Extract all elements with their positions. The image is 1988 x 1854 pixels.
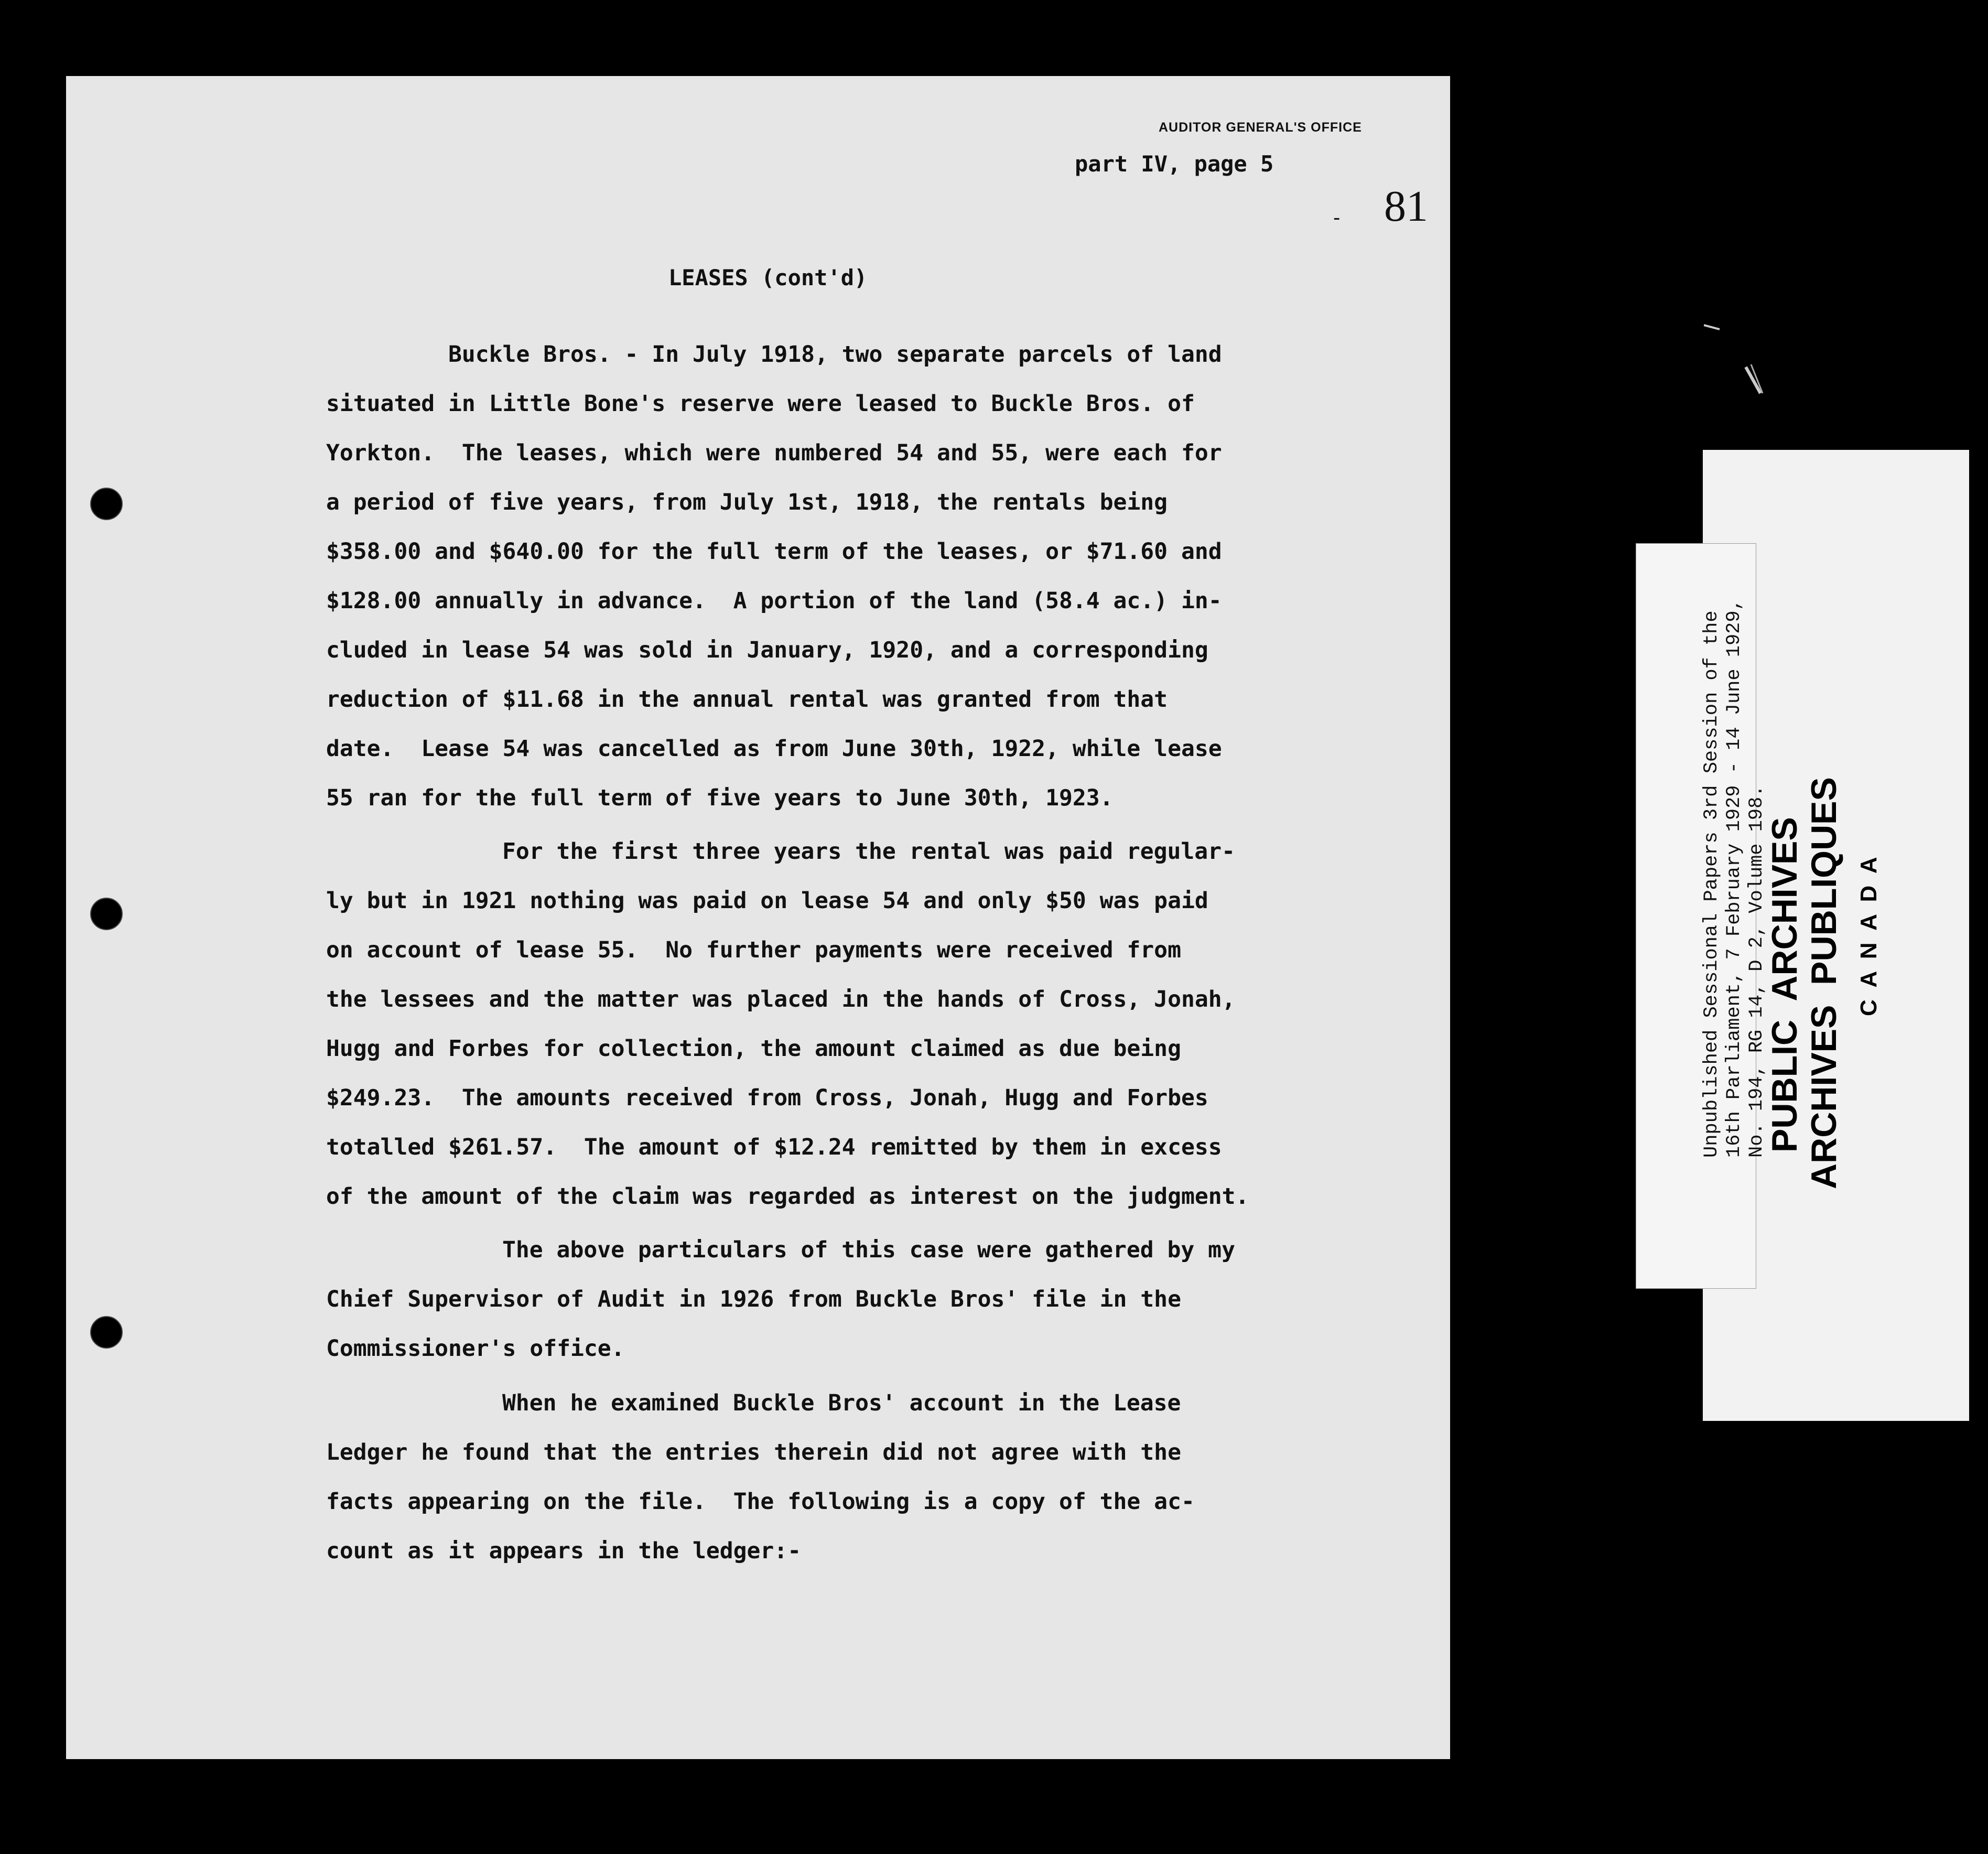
body-line: situated in Little Bone's reserve were leased to Buckle Bros. of [326,391,1195,417]
office-header: AUDITOR GENERAL'S OFFICE [1159,120,1362,135]
body-line: cluded in lease 54 was sold in January, 1920, and a corresponding [326,637,1208,663]
body-line: Hugg and Forbes for collection, the amount claimed as due being [326,1036,1181,1062]
binder-hole [90,488,123,520]
body-line: ly but in 1921 nothing was paid on lease 54 and only $50 was paid [326,888,1208,914]
section-heading: LEASES (cont'd) [668,265,868,290]
archives-stamp [1636,450,1908,1394]
slip-line: 16th Parliament, 7 February 1929 - 14 June 1929, [1723,599,1745,1158]
body-line: $358.00 and $640.00 for the full term of the leases, or $71.60 and [326,538,1222,565]
archives-line-public: PUBLIC ARCHIVES [1765,817,1805,1152]
part-page-reference: part IV, page 5 [1075,151,1274,177]
body-line: of the amount of the claim was regarded as interest on the judgment. [326,1183,1249,1210]
body-line: 55 ran for the full term of five years to June 30th, 1923. [326,785,1114,811]
scan-marks [1704,315,1767,419]
body-line: Ledger he found that the entries therein did not agree with the [326,1439,1181,1465]
body-line: facts appearing on the file. The following is a copy of the ac- [326,1489,1195,1515]
body-line: on account of lease 55. No further payments were received from [326,937,1181,963]
folio-number: 81 [1384,182,1428,231]
body-line: $128.00 annually in advance. A portion of the land (58.4 ac.) in- [326,588,1222,614]
body-line: $249.23. The amounts received from Cross, Jonah, Hugg and Forbes [326,1085,1208,1111]
body-line: the lessees and the matter was placed in the hands of Cross, Jonah, [326,986,1236,1012]
reference-slip-text [1701,599,1768,1158]
body-line: Yorkton. The leases, which were numbered 54 and 55, were each for [326,440,1222,466]
binder-hole [90,898,123,930]
archives-line-canada: C A N A D A [1856,854,1882,1016]
body-line: For the first three years the rental was paid regular- [502,838,1235,865]
body-line: Chief Supervisor of Audit in 1926 from Buckle Bros' file in the [326,1286,1181,1312]
slip-line: No. 194, RG 14, D 2, Volume 198. [1746,785,1768,1158]
body-line: count as it appears in the ledger:- [326,1538,802,1564]
body-line: The above particulars of this case were gathered by my [502,1237,1235,1263]
body-line: Commissioner's office. [326,1335,625,1362]
body-line: reduction of $11.68 in the annual rental was granted from that [326,686,1168,713]
folio-dash: - [1333,206,1341,229]
archives-line-publiques: ARCHIVES PUBLIQUES [1804,777,1844,1189]
body-line: a period of five years, from July 1st, 1918, the rentals being [326,489,1168,515]
body-line: Buckle Bros. - In July 1918, two separate parcels of land [448,341,1222,368]
body-line: totalled $261.57. The amount of $12.24 remitted by them in excess [326,1134,1222,1160]
body-line: When he examined Buckle Bros' account in the Lease [502,1390,1181,1416]
body-line: date. Lease 54 was cancelled as from June 30th, 1922, while lease [326,736,1222,762]
slip-line: Unpublished Sessional Papers 3rd Session of the [1701,610,1723,1158]
binder-hole [90,1316,123,1349]
